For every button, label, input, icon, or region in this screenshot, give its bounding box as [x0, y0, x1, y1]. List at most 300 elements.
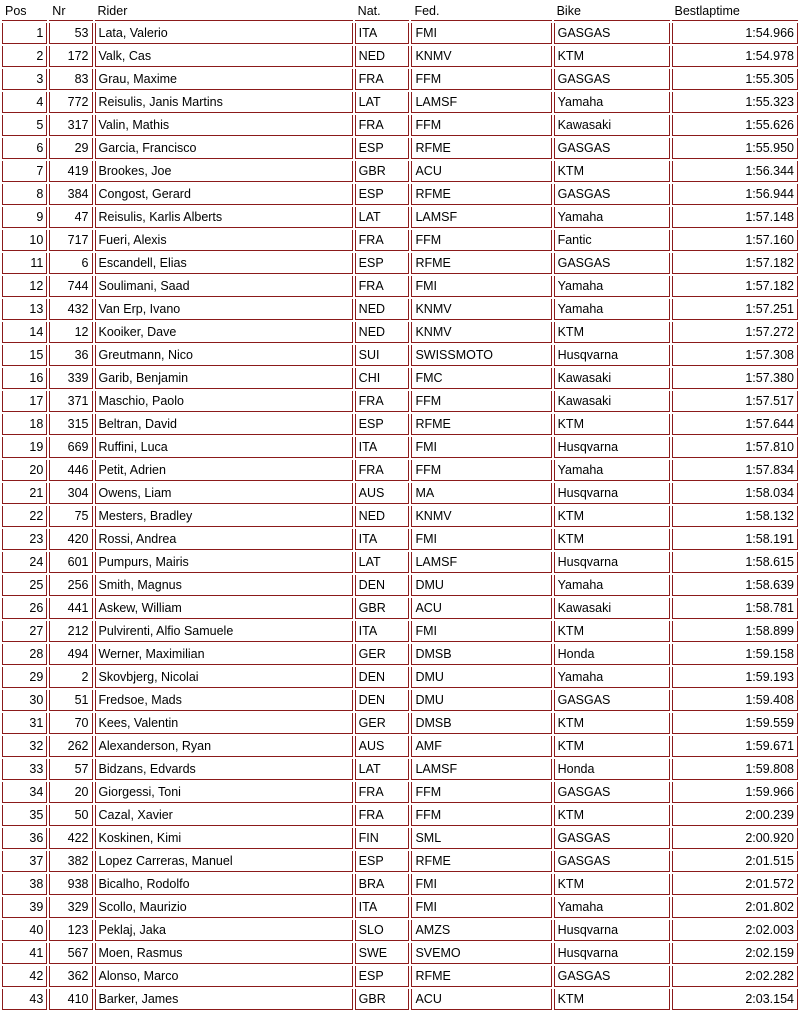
cell-rider: Owens, Liam [95, 483, 353, 504]
table-row [2, 253, 798, 274]
cell-bike: KTM [554, 713, 670, 734]
header-pos: Pos [2, 1, 47, 21]
cell-nr: 669 [49, 437, 92, 458]
cell-time: 2:02.003 [672, 920, 799, 941]
cell-fed: SVEMO [411, 943, 551, 964]
table-row [2, 46, 798, 67]
cell-fed: FMC [411, 368, 551, 389]
cell-nat: FIN [355, 828, 410, 849]
cell-fed: FMI [411, 897, 551, 918]
cell-fed: FFM [411, 782, 551, 803]
cell-time: 1:57.308 [672, 345, 799, 366]
cell-nat: NED [355, 299, 410, 320]
cell-time: 1:58.639 [672, 575, 799, 596]
cell-pos: 27 [2, 621, 47, 642]
cell-nat: FRA [355, 115, 410, 136]
table-row [2, 966, 798, 987]
cell-pos: 29 [2, 667, 47, 688]
cell-pos: 38 [2, 874, 47, 895]
cell-nr: 50 [49, 805, 92, 826]
table-row [2, 713, 798, 734]
cell-rider: Garcia, Francisco [95, 138, 353, 159]
cell-time: 1:58.191 [672, 529, 799, 550]
cell-nat: DEN [355, 575, 410, 596]
cell-nr: 47 [49, 207, 92, 228]
cell-time: 2:00.920 [672, 828, 799, 849]
cell-rider: Valk, Cas [95, 46, 353, 67]
cell-fed: DMSB [411, 713, 551, 734]
cell-fed: RFME [411, 253, 551, 274]
cell-nr: 70 [49, 713, 92, 734]
cell-fed: AMF [411, 736, 551, 757]
cell-nat: AUS [355, 736, 410, 757]
table-row [2, 598, 798, 619]
cell-bike: Honda [554, 759, 670, 780]
table-row [2, 92, 798, 113]
cell-pos: 40 [2, 920, 47, 941]
cell-bike: KTM [554, 989, 670, 1010]
cell-fed: DMU [411, 575, 551, 596]
cell-nr: 744 [49, 276, 92, 297]
cell-pos: 36 [2, 828, 47, 849]
cell-nat: SUI [355, 345, 410, 366]
cell-rider: Maschio, Paolo [95, 391, 353, 412]
cell-nr: 432 [49, 299, 92, 320]
cell-time: 1:57.182 [672, 253, 799, 274]
cell-nat: FRA [355, 460, 410, 481]
cell-nr: 384 [49, 184, 92, 205]
cell-nr: 717 [49, 230, 92, 251]
cell-pos: 39 [2, 897, 47, 918]
table-row [2, 460, 798, 481]
cell-fed: FMI [411, 621, 551, 642]
cell-time: 1:57.380 [672, 368, 799, 389]
table-row [2, 828, 798, 849]
cell-nr: 256 [49, 575, 92, 596]
cell-bike: Husqvarna [554, 920, 670, 941]
table-row [2, 345, 798, 366]
cell-time: 1:55.626 [672, 115, 799, 136]
cell-nr: 123 [49, 920, 92, 941]
cell-nr: 339 [49, 368, 92, 389]
cell-bike: Kawasaki [554, 368, 670, 389]
cell-pos: 16 [2, 368, 47, 389]
table-row [2, 575, 798, 596]
header-row [2, 1, 798, 21]
cell-pos: 37 [2, 851, 47, 872]
cell-bike: KTM [554, 736, 670, 757]
cell-pos: 1 [2, 23, 47, 44]
cell-nat: ITA [355, 23, 410, 44]
cell-fed: RFME [411, 138, 551, 159]
cell-bike: KTM [554, 414, 670, 435]
cell-fed: FMI [411, 276, 551, 297]
cell-pos: 19 [2, 437, 47, 458]
cell-time: 1:57.834 [672, 460, 799, 481]
cell-fed: RFME [411, 851, 551, 872]
cell-fed: DMU [411, 667, 551, 688]
cell-nat: NED [355, 322, 410, 343]
cell-time: 1:57.517 [672, 391, 799, 412]
cell-pos: 2 [2, 46, 47, 67]
cell-fed: FMI [411, 874, 551, 895]
table-row [2, 437, 798, 458]
cell-nat: DEN [355, 667, 410, 688]
cell-time: 2:02.159 [672, 943, 799, 964]
cell-fed: FFM [411, 230, 551, 251]
cell-time: 1:55.950 [672, 138, 799, 159]
cell-nat: SLO [355, 920, 410, 941]
cell-bike: KTM [554, 322, 670, 343]
cell-rider: Werner, Maximilian [95, 644, 353, 665]
cell-fed: KNMV [411, 46, 551, 67]
cell-fed: DMSB [411, 644, 551, 665]
table-row [2, 299, 798, 320]
cell-nr: 422 [49, 828, 92, 849]
cell-nat: ESP [355, 414, 410, 435]
cell-pos: 21 [2, 483, 47, 504]
cell-time: 1:57.810 [672, 437, 799, 458]
table-row [2, 69, 798, 90]
cell-nat: LAT [355, 552, 410, 573]
cell-fed: LAMSF [411, 552, 551, 573]
cell-nr: 2 [49, 667, 92, 688]
table-row [2, 552, 798, 573]
cell-rider: Lopez Carreras, Manuel [95, 851, 353, 872]
cell-pos: 25 [2, 575, 47, 596]
cell-nat: LAT [355, 92, 410, 113]
cell-bike: KTM [554, 506, 670, 527]
cell-nat: AUS [355, 483, 410, 504]
cell-rider: Koskinen, Kimi [95, 828, 353, 849]
cell-rider: Mesters, Bradley [95, 506, 353, 527]
cell-bike: Yamaha [554, 667, 670, 688]
cell-nat: SWE [355, 943, 410, 964]
cell-time: 1:56.344 [672, 161, 799, 182]
cell-nr: 601 [49, 552, 92, 573]
cell-time: 1:59.408 [672, 690, 799, 711]
cell-nr: 441 [49, 598, 92, 619]
cell-bike: GASGAS [554, 23, 670, 44]
cell-nr: 172 [49, 46, 92, 67]
cell-nr: 362 [49, 966, 92, 987]
cell-pos: 13 [2, 299, 47, 320]
cell-time: 2:01.802 [672, 897, 799, 918]
cell-pos: 23 [2, 529, 47, 550]
cell-fed: ACU [411, 989, 551, 1010]
table-row [2, 368, 798, 389]
cell-fed: RFME [411, 414, 551, 435]
cell-bike: Yamaha [554, 460, 670, 481]
cell-nr: 329 [49, 897, 92, 918]
cell-nr: 410 [49, 989, 92, 1010]
cell-bike: Husqvarna [554, 552, 670, 573]
table-row [2, 690, 798, 711]
cell-rider: Alonso, Marco [95, 966, 353, 987]
cell-nr: 304 [49, 483, 92, 504]
cell-bike: Yamaha [554, 207, 670, 228]
cell-pos: 14 [2, 322, 47, 343]
cell-fed: LAMSF [411, 92, 551, 113]
cell-fed: AMZS [411, 920, 551, 941]
table-row [2, 920, 798, 941]
cell-pos: 10 [2, 230, 47, 251]
cell-rider: Moen, Rasmus [95, 943, 353, 964]
cell-bike: GASGAS [554, 69, 670, 90]
cell-bike: KTM [554, 874, 670, 895]
table-row [2, 230, 798, 251]
cell-bike: Kawasaki [554, 598, 670, 619]
cell-time: 1:57.644 [672, 414, 799, 435]
cell-bike: GASGAS [554, 828, 670, 849]
cell-nr: 317 [49, 115, 92, 136]
cell-rider: Alexanderson, Ryan [95, 736, 353, 757]
cell-rider: Valin, Mathis [95, 115, 353, 136]
cell-nr: 12 [49, 322, 92, 343]
cell-fed: FMI [411, 23, 551, 44]
table-row [2, 184, 798, 205]
cell-nr: 382 [49, 851, 92, 872]
header-nat: Nat. [355, 1, 410, 21]
cell-pos: 32 [2, 736, 47, 757]
cell-pos: 8 [2, 184, 47, 205]
table-row [2, 483, 798, 504]
cell-rider: Barker, James [95, 989, 353, 1010]
cell-fed: ACU [411, 598, 551, 619]
cell-nr: 51 [49, 690, 92, 711]
cell-fed: FFM [411, 69, 551, 90]
cell-nr: 83 [49, 69, 92, 90]
cell-nat: FRA [355, 230, 410, 251]
header-time: Bestlaptime [672, 1, 799, 21]
cell-bike: KTM [554, 621, 670, 642]
cell-time: 1:57.148 [672, 207, 799, 228]
cell-time: 1:57.251 [672, 299, 799, 320]
header-fed: Fed. [411, 1, 551, 21]
cell-fed: RFME [411, 966, 551, 987]
cell-fed: FMI [411, 529, 551, 550]
cell-bike: Husqvarna [554, 943, 670, 964]
cell-time: 1:59.559 [672, 713, 799, 734]
cell-time: 2:03.154 [672, 989, 799, 1010]
cell-nat: BRA [355, 874, 410, 895]
cell-pos: 7 [2, 161, 47, 182]
cell-time: 1:59.966 [672, 782, 799, 803]
cell-nat: NED [355, 506, 410, 527]
cell-fed: FFM [411, 460, 551, 481]
cell-nr: 57 [49, 759, 92, 780]
cell-nat: ESP [355, 966, 410, 987]
cell-nr: 262 [49, 736, 92, 757]
cell-bike: Yamaha [554, 276, 670, 297]
cell-nr: 938 [49, 874, 92, 895]
cell-bike: Yamaha [554, 575, 670, 596]
cell-bike: GASGAS [554, 851, 670, 872]
table-row [2, 322, 798, 343]
cell-nr: 446 [49, 460, 92, 481]
cell-fed: KNMV [411, 299, 551, 320]
table-row [2, 851, 798, 872]
cell-rider: Congost, Gerard [95, 184, 353, 205]
table-row [2, 874, 798, 895]
cell-time: 1:59.808 [672, 759, 799, 780]
cell-pos: 5 [2, 115, 47, 136]
cell-rider: Peklaj, Jaka [95, 920, 353, 941]
cell-pos: 12 [2, 276, 47, 297]
table-row [2, 138, 798, 159]
cell-time: 1:58.615 [672, 552, 799, 573]
header-bike: Bike [554, 1, 670, 21]
table-row [2, 897, 798, 918]
table-row [2, 414, 798, 435]
cell-bike: KTM [554, 161, 670, 182]
cell-nr: 36 [49, 345, 92, 366]
cell-nat: ITA [355, 621, 410, 642]
cell-nat: GBR [355, 161, 410, 182]
cell-pos: 22 [2, 506, 47, 527]
cell-rider: Garib, Benjamin [95, 368, 353, 389]
cell-time: 1:57.272 [672, 322, 799, 343]
cell-time: 1:58.781 [672, 598, 799, 619]
table-row [2, 115, 798, 136]
cell-time: 1:56.944 [672, 184, 799, 205]
cell-pos: 42 [2, 966, 47, 987]
cell-nr: 420 [49, 529, 92, 550]
cell-bike: Kawasaki [554, 391, 670, 412]
cell-nat: ESP [355, 138, 410, 159]
cell-nr: 6 [49, 253, 92, 274]
cell-bike: GASGAS [554, 782, 670, 803]
cell-fed: SWISSMOTO [411, 345, 551, 366]
cell-rider: Reisulis, Karlis Alberts [95, 207, 353, 228]
cell-rider: Ruffini, Luca [95, 437, 353, 458]
table-row [2, 644, 798, 665]
cell-rider: Smith, Magnus [95, 575, 353, 596]
cell-pos: 35 [2, 805, 47, 826]
cell-fed: FMI [411, 437, 551, 458]
cell-time: 2:01.515 [672, 851, 799, 872]
cell-time: 2:02.282 [672, 966, 799, 987]
table-row [2, 621, 798, 642]
cell-rider: Soulimani, Saad [95, 276, 353, 297]
cell-pos: 15 [2, 345, 47, 366]
cell-nat: GER [355, 713, 410, 734]
cell-rider: Fueri, Alexis [95, 230, 353, 251]
table-row [2, 805, 798, 826]
cell-rider: Lata, Valerio [95, 23, 353, 44]
cell-bike: GASGAS [554, 138, 670, 159]
cell-bike: Kawasaki [554, 115, 670, 136]
cell-rider: Van Erp, Ivano [95, 299, 353, 320]
cell-time: 1:59.671 [672, 736, 799, 757]
table-body [2, 23, 798, 1010]
cell-bike: KTM [554, 46, 670, 67]
cell-pos: 11 [2, 253, 47, 274]
cell-rider: Grau, Maxime [95, 69, 353, 90]
cell-nat: LAT [355, 207, 410, 228]
cell-bike: Husqvarna [554, 483, 670, 504]
cell-time: 1:55.323 [672, 92, 799, 113]
cell-fed: FFM [411, 391, 551, 412]
cell-fed: KNMV [411, 506, 551, 527]
cell-bike: Husqvarna [554, 437, 670, 458]
cell-nr: 53 [49, 23, 92, 44]
cell-nr: 419 [49, 161, 92, 182]
table-row [2, 782, 798, 803]
cell-nr: 29 [49, 138, 92, 159]
cell-rider: Scollo, Maurizio [95, 897, 353, 918]
cell-fed: ACU [411, 161, 551, 182]
cell-nr: 772 [49, 92, 92, 113]
cell-pos: 28 [2, 644, 47, 665]
cell-fed: KNMV [411, 322, 551, 343]
cell-pos: 30 [2, 690, 47, 711]
cell-fed: DMU [411, 690, 551, 711]
table-row [2, 23, 798, 44]
cell-nat: FRA [355, 805, 410, 826]
cell-rider: Cazal, Xavier [95, 805, 353, 826]
cell-pos: 34 [2, 782, 47, 803]
cell-rider: Askew, William [95, 598, 353, 619]
cell-bike: GASGAS [554, 253, 670, 274]
cell-bike: Yamaha [554, 92, 670, 113]
cell-nr: 371 [49, 391, 92, 412]
cell-pos: 3 [2, 69, 47, 90]
cell-pos: 41 [2, 943, 47, 964]
cell-time: 1:57.182 [672, 276, 799, 297]
cell-nat: FRA [355, 69, 410, 90]
cell-pos: 17 [2, 391, 47, 412]
cell-bike: GASGAS [554, 184, 670, 205]
cell-bike: Yamaha [554, 299, 670, 320]
table-row [2, 736, 798, 757]
cell-nat: ESP [355, 851, 410, 872]
table-row [2, 391, 798, 412]
cell-bike: KTM [554, 805, 670, 826]
cell-fed: SML [411, 828, 551, 849]
cell-pos: 31 [2, 713, 47, 734]
cell-rider: Kooiker, Dave [95, 322, 353, 343]
table-header [2, 1, 798, 21]
cell-nr: 75 [49, 506, 92, 527]
cell-rider: Skovbjerg, Nicolai [95, 667, 353, 688]
cell-pos: 33 [2, 759, 47, 780]
cell-rider: Bicalho, Rodolfo [95, 874, 353, 895]
cell-nr: 567 [49, 943, 92, 964]
cell-nr: 494 [49, 644, 92, 665]
table-row [2, 506, 798, 527]
cell-nat: GER [355, 644, 410, 665]
cell-fed: LAMSF [411, 759, 551, 780]
cell-time: 1:54.966 [672, 23, 799, 44]
cell-rider: Pulvirenti, Alfio Samuele [95, 621, 353, 642]
table-row [2, 989, 798, 1010]
cell-time: 1:54.978 [672, 46, 799, 67]
cell-nat: FRA [355, 276, 410, 297]
cell-nr: 20 [49, 782, 92, 803]
cell-pos: 43 [2, 989, 47, 1010]
cell-nat: GBR [355, 989, 410, 1010]
cell-nat: FRA [355, 391, 410, 412]
cell-nr: 315 [49, 414, 92, 435]
header-nr: Nr [49, 1, 92, 21]
cell-time: 2:01.572 [672, 874, 799, 895]
cell-pos: 24 [2, 552, 47, 573]
cell-nr: 212 [49, 621, 92, 642]
cell-nat: GBR [355, 598, 410, 619]
cell-rider: Greutmann, Nico [95, 345, 353, 366]
cell-pos: 9 [2, 207, 47, 228]
